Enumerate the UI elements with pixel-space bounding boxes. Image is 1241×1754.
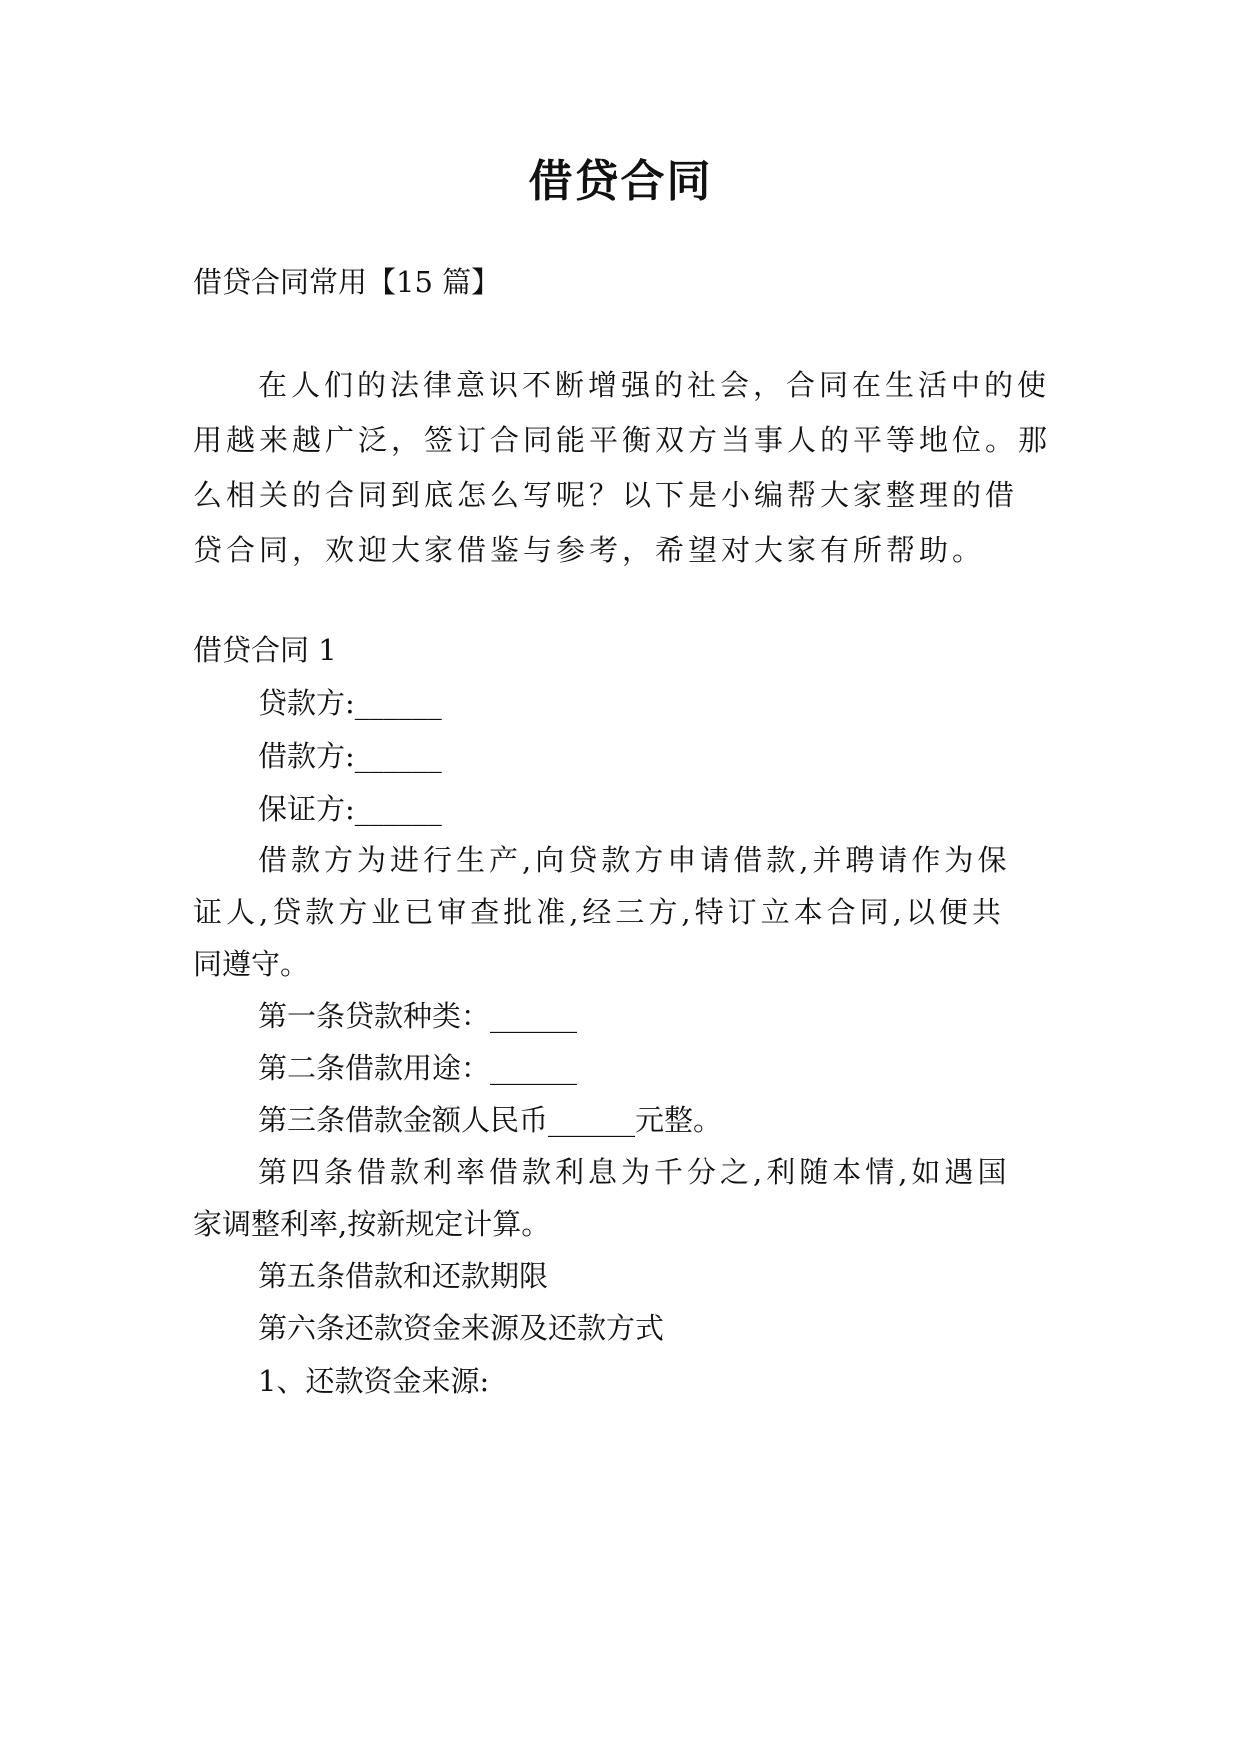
article-1: 第一条贷款种类：______ <box>258 999 578 1033</box>
document-title: 借贷合同 <box>528 156 713 207</box>
article-6-item-1: 1、还款资金来源: <box>258 1364 490 1398</box>
article-3: 第三条借款金额人民币______元整。 <box>258 1103 723 1137</box>
intro-line-4: 贷合同，欢迎大家借鉴与参考，希望对大家有所帮助。 <box>193 533 986 567</box>
article-4-line-2: 家调整利率,按新规定计算。 <box>193 1207 551 1241</box>
party-guarantor: 保证方:______ <box>258 792 442 826</box>
article-6: 第六条还款资金来源及还款方式 <box>258 1311 665 1345</box>
article-5: 第五条借款和还款期限 <box>258 1259 549 1293</box>
section-heading: 借贷合同 1 <box>193 633 337 667</box>
party-lender: 贷款方:______ <box>258 686 442 720</box>
party-borrower: 借款方:______ <box>258 739 442 773</box>
preamble-line-1: 借款方为进行生产,向贷款方申请借款,并聘请作为保 <box>258 843 1011 877</box>
article-2: 第二条借款用途：______ <box>258 1051 578 1085</box>
intro-line-2: 用越来越广泛，签订合同能平衡双方当事人的平等地位。那 <box>193 423 1052 457</box>
intro-line-1: 在人们的法律意识不断增强的社会，合同在生活中的使 <box>258 368 1051 402</box>
article-4-line-1: 第四条借款利率借款利息为千分之,利随本情,如遇国 <box>258 1155 1011 1189</box>
preamble-line-2: 证人,贷款方业已审查批准,经三方,特订立本合同,以便共 <box>193 895 1005 929</box>
intro-line-3: 么相关的合同到底怎么写呢？以下是小编帮大家整理的借 <box>193 478 1019 512</box>
document-subtitle: 借贷合同常用【15 篇】 <box>193 265 501 299</box>
preamble-line-3: 同遵守。 <box>193 947 310 981</box>
